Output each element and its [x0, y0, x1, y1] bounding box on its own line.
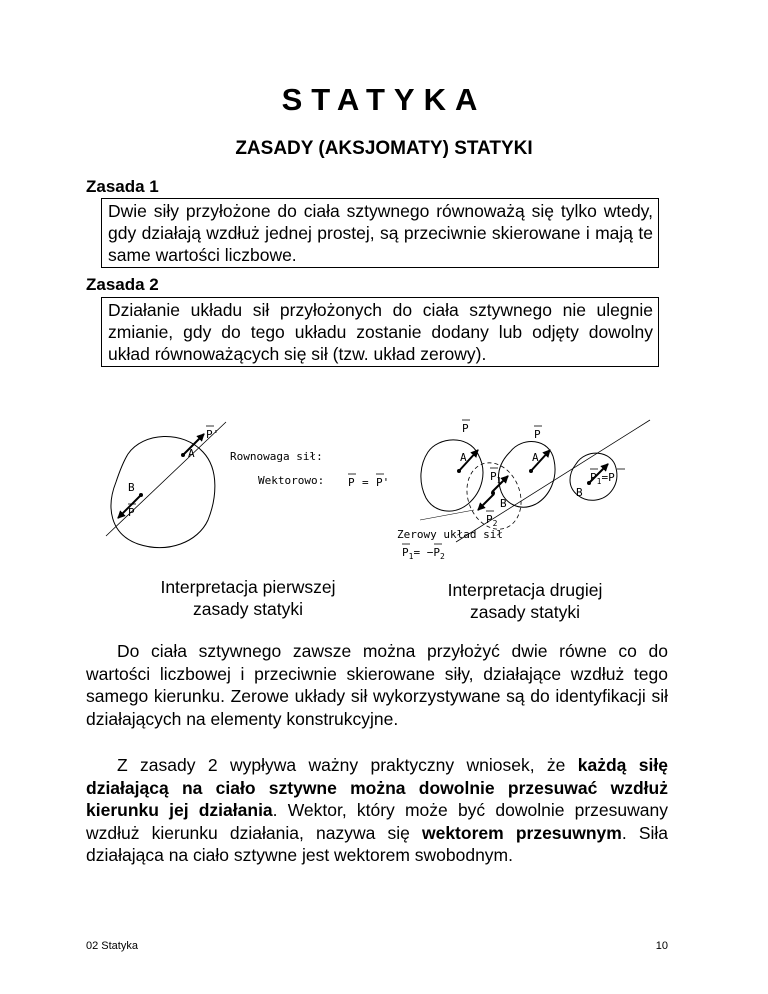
- point-b-dot: [139, 493, 143, 497]
- eq-rhs: P': [376, 476, 390, 489]
- force-p2-arrow: [478, 494, 494, 510]
- label-force-p-right-1: P: [462, 422, 469, 435]
- statics-figure: [98, 412, 668, 572]
- label-point-b-left: B: [128, 481, 135, 494]
- caption-right: [406, 579, 644, 623]
- caption-left-line2: zasady statyki: [193, 599, 303, 619]
- caption-left-line1: Interpretacja pierwszej: [160, 577, 336, 597]
- label-force-p-left: P: [128, 506, 135, 519]
- paragraph-2: Z zasady 2 wypływa ważny praktyczny wniosek, że każdą siłę działającą na ciało sztywne można dowolnie przesuwać wzdłuż kierunku jej działania. Wektor, który może być dowolnie przesuwany wzdłuż kierunku działania, nazywa się wektorem przesuwnym. Siła działająca na ciało sztywne jest wektorem swobodnym.: [86, 755, 669, 865]
- emphasis-sliding-rule: każdą siłę działającą na ciało sztywne można dowolnie przesuwać wzdłuż kierunku jej działania: [86, 755, 668, 820]
- rule2-text: Działanie układu sił przyłożonych do ciała sztywnego nie ulegnie zmianie, gdy do tego układu zostanie dodany lub odjęty dowolny układ równoważących się sił (tzw. układ zerowy).: [108, 300, 653, 364]
- rule1-text: Dwie siły przyłożone do ciała sztywnego równoważą się tylko wtedy, gdy działają wzdłuż jednej prostej, są przeciwnie skierowane i mają te same wartości liczbowe.: [108, 201, 653, 265]
- label-balance: Rownowaga sił:: [230, 450, 323, 463]
- point-a-dot: [181, 453, 185, 457]
- label-force-p-right-2: P: [534, 428, 541, 441]
- rule1-box: [101, 198, 659, 268]
- rule2-heading: Zasada 2: [86, 275, 159, 294]
- label-point-a-right-2: A: [532, 451, 539, 464]
- label-force-p-prime: P': [206, 428, 220, 441]
- rigid-body-left: [111, 436, 215, 547]
- label-point-a-right-1: A: [460, 451, 467, 464]
- eq-sign: =: [362, 476, 369, 489]
- label-vector: Wektorowo:: [258, 474, 325, 487]
- emphasis-sliding-vector: wektorem przesuwnym: [421, 822, 622, 843]
- label-force-p1: $P_1$: [490, 470, 502, 485]
- label-zero-system: Zerowy układ sił: [397, 528, 503, 541]
- section-subtitle: ZASADY (AKSJOMATY) STATYKI: [235, 138, 533, 159]
- eq-lhs: P: [348, 476, 355, 489]
- rule2-box: [101, 297, 659, 367]
- label-eq3: $P_1=P$: [590, 471, 615, 486]
- paragraph-1: Do ciała sztywnego zawsze można przyłożyć dwie równe co do wartości liczbowej i przeciwnie skierowane siły, działające wzdłuż tego samego kierunku. Zerowe układy sił wykorzystywane są do identyfikacji sił działających na elementy konstrukcyjne.: [86, 641, 668, 729]
- label-force-p2: $P_2$: [486, 513, 498, 528]
- caption-right-line2: zasady statyki: [470, 602, 580, 622]
- label-zero-eq: $P_1= -P_2$: [402, 546, 445, 561]
- label-point-a-left: A: [188, 447, 195, 460]
- label-point-b-right-2: B: [576, 486, 583, 499]
- caption-right-line1: Interpretacja drugiej: [447, 580, 603, 600]
- caption-left: [120, 576, 376, 620]
- footer-chapter: 02 Statyka: [86, 940, 138, 952]
- page-title: STATYKA: [281, 82, 487, 117]
- footer-page-number: 10: [655, 940, 668, 952]
- label-point-b-right-1: B: [500, 497, 507, 510]
- rule1-heading: Zasada 1: [86, 177, 159, 196]
- statics-diagram: [98, 412, 668, 572]
- rigid-body-right-1: [421, 440, 483, 511]
